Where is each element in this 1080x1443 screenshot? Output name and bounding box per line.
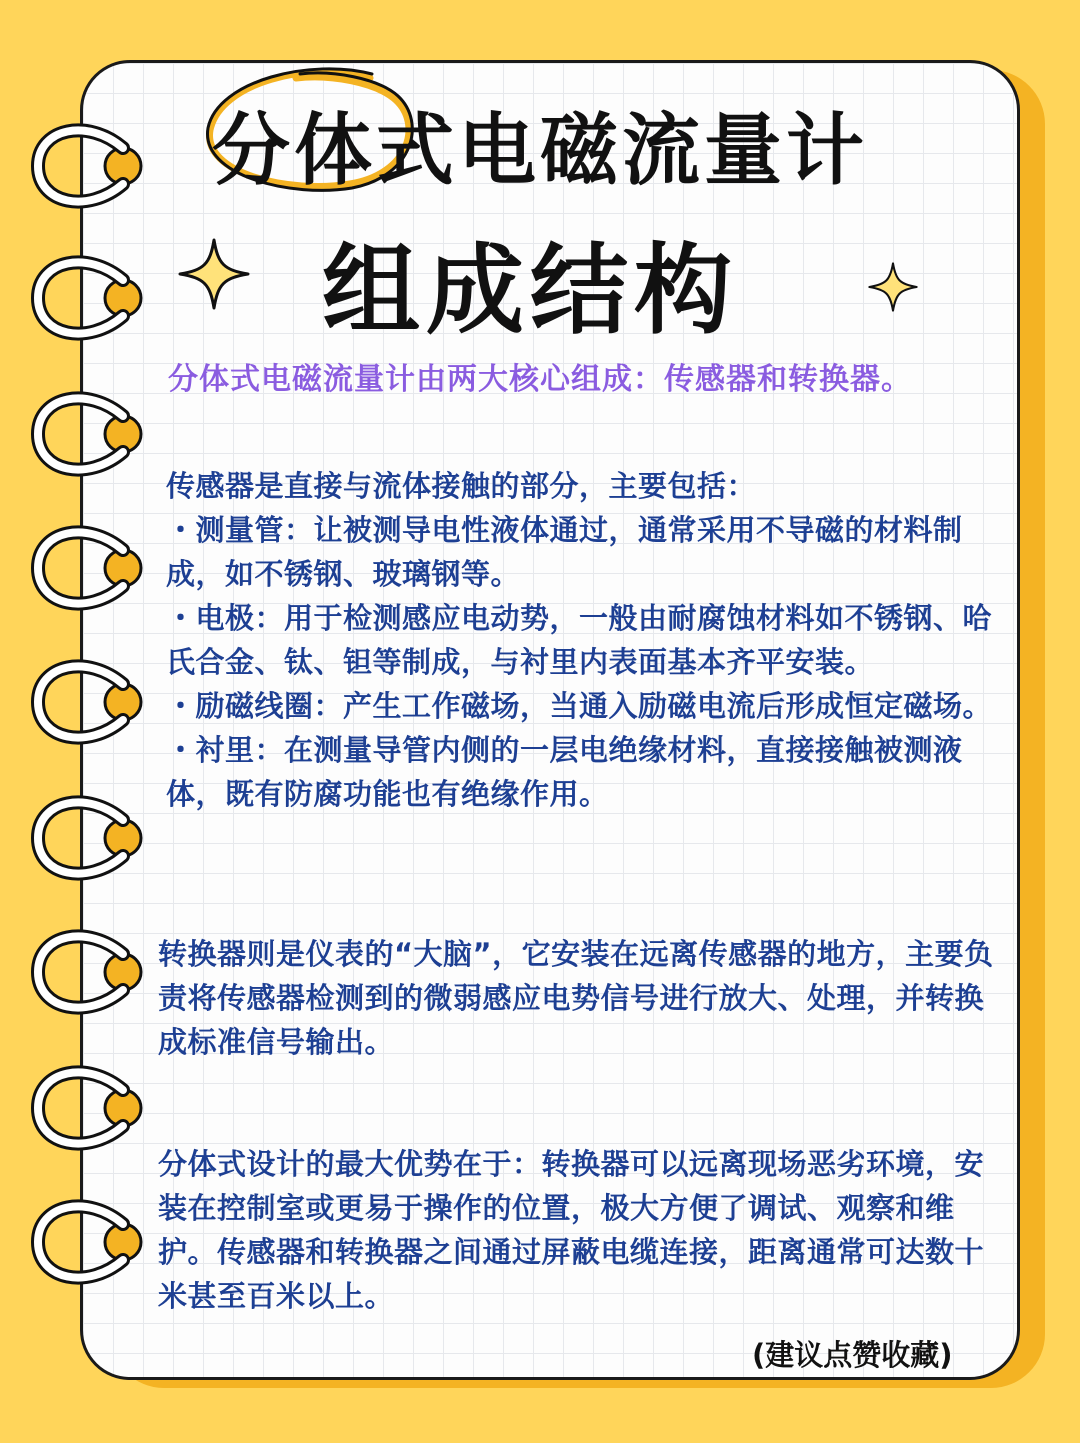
sensor-item: ・励磁线圈：产生工作磁场，当通入励磁电流后形成恒定磁场。 (166, 689, 993, 723)
spiral-ring-icon (28, 520, 148, 616)
advantage-text: 分体式设计的最大优势在于：转换器可以远离现场恶劣环境，安装在控制室或更易于操作的位置，极大方便了调试、观察和维护。传感器和转换器之间通过屏蔽电缆连接，距离通常可达数十米甚至百米以上。 (158, 1147, 985, 1313)
sensor-heading: 传感器是直接与流体接触的部分，主要包括： (166, 469, 757, 503)
advantage-section (158, 1142, 1010, 1318)
spiral-ring-icon (28, 1194, 148, 1290)
page-title-line2: 组成结构 (321, 234, 738, 348)
footer-save-hint: (建议点赞收藏) (752, 1338, 953, 1372)
sensor-item: ・衬里：在测量导管内侧的一层电绝缘材料，直接接触被测液体，既有防腐功能也有绝缘作用。 (166, 733, 963, 811)
sensor-item: ・测量管：让被测导电性液体通过，通常采用不导磁的材料制成，如不锈钢、玻璃钢等。 (166, 513, 963, 591)
spiral-ring-icon (28, 924, 148, 1020)
sensor-section (166, 464, 1016, 816)
sensor-item: ・电极：用于检测感应电动势，一般由耐腐蚀材料如不锈钢、哈氏合金、钛、钽等制成，与衬里内表面基本齐平安装。 (166, 601, 993, 679)
spiral-ring-icon (28, 790, 148, 886)
intro-text: 分体式电磁流量计由两大核心组成：传感器和转换器。 (168, 362, 912, 397)
sparkle-icon (868, 262, 918, 312)
spiral-ring-icon (28, 654, 148, 750)
converter-text: 转换器则是仪表的“大脑”，它安装在远离传感器的地方，主要负责将传感器检测到的微弱感应电势信号进行放大、处理，并转换成标准信号输出。 (158, 937, 994, 1059)
page-title-line1: 分体式电磁流量计 (211, 106, 868, 196)
converter-section (158, 932, 1010, 1064)
spiral-ring-icon (28, 1060, 148, 1156)
spiral-ring-icon (28, 386, 148, 482)
sparkle-icon (178, 238, 250, 310)
